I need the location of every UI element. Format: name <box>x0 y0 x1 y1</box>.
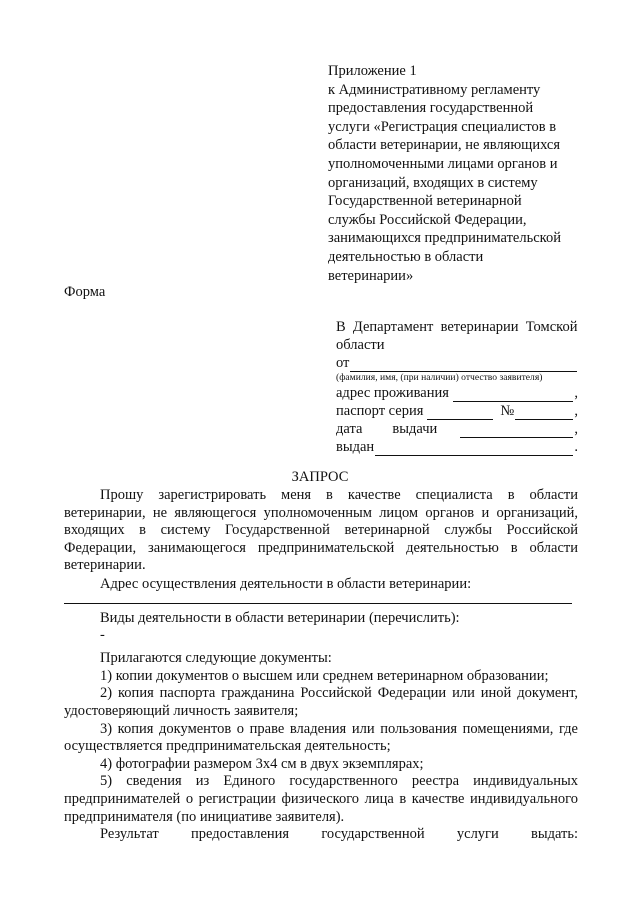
request-paragraph: Прошу зарегистрировать меня в качестве специалиста в области ветеринарии, не являющегося уполномоченным лицом органов и организаций, входящих в систему Государственной ветеринарной службы Российской Федерации, занимающегося предпринимательской деятельностью в области ветеринарии. <box>64 487 578 574</box>
activity-address-fill-line[interactable] <box>64 602 572 604</box>
result-label: Результат предоставления государственной услуги выдать: <box>100 826 578 843</box>
document-item: 1) копии документов о высшем или среднем ветеринарном образовании; <box>100 667 549 684</box>
documents-label: Прилагаются следующие документы: <box>100 650 332 667</box>
appendix-line: службы Российской Федерации, <box>328 211 527 228</box>
appendix-line: Государственной ветеринарной <box>328 193 522 210</box>
address-label: адрес проживания <box>336 385 449 401</box>
issued-by-fill[interactable] <box>375 442 573 456</box>
appendix-line: занимающихся предпринимательской <box>328 230 561 247</box>
document-item: 2) копия паспорта гражданина Российской Федерации или иной документ, удостоверяющий личность заявителя; <box>64 685 578 719</box>
from-fill-line[interactable] <box>350 358 577 372</box>
appendix-line: организаций, входящих в систему <box>328 174 538 191</box>
issue-date-field[interactable]: дата выдачи , <box>336 421 578 437</box>
from-label: от <box>336 355 350 371</box>
appendix-line: Приложение 1 <box>328 63 417 79</box>
appendix-line: деятельностью в области <box>328 248 484 265</box>
from-hint: (фамилия, имя, (при наличии) отчество заявителя) <box>336 372 543 383</box>
passport-field[interactable]: паспорт серия № , <box>336 403 578 419</box>
date-word: дата <box>336 421 363 437</box>
appendix-header <box>328 62 588 285</box>
form-label: Форма <box>64 284 106 300</box>
passport-label: паспорт серия <box>336 403 424 419</box>
issue-date-fill[interactable] <box>460 424 573 438</box>
issued-label: выдан <box>336 439 375 455</box>
address-field[interactable]: адрес проживания , <box>336 385 578 401</box>
appendix-line: предоставления государственной <box>328 100 534 117</box>
from-field[interactable] <box>336 354 578 372</box>
issue-word: выдачи <box>392 421 438 437</box>
document-item: 5) сведения из Единого государственного реестра индивидуальных предпринимателей о регистрации физического лица в качестве индивидуального предпринимателя (по инициативе заявителя). <box>64 773 578 825</box>
addressee-block <box>336 318 578 456</box>
address-fill-line[interactable] <box>453 388 573 402</box>
appendix-line: ветеринарии» <box>328 267 414 284</box>
appendix-line: услуги «Регистрация специалистов в <box>328 118 557 135</box>
passport-series-fill[interactable] <box>427 406 493 420</box>
appendix-line: уполномоченными лицами органов и <box>328 155 558 172</box>
passport-number-fill[interactable] <box>515 406 573 420</box>
issued-by-field[interactable]: выдан . <box>336 439 578 455</box>
request-body <box>64 487 578 844</box>
request-title: ЗАПРОС <box>291 469 349 485</box>
activity-types-value: - <box>100 627 105 644</box>
activity-address-label: Адрес осуществления деятельности в области ветеринарии: <box>100 575 472 592</box>
addressee-to-line: В Департамент ветеринарии Томской <box>336 319 578 335</box>
activity-types-label: Виды деятельности в области ветеринарии (перечислить): <box>100 609 460 626</box>
document-item: 4) фотографии размером 3х4 см в двух экземплярах; <box>100 755 424 772</box>
addressee-to-line-cont: области <box>336 337 385 353</box>
appendix-line: к Административному регламенту <box>328 81 541 98</box>
document-item: 3) копия документов о праве владения или пользования помещениями, где осуществляется предпринимательская деятельность; <box>64 720 578 755</box>
number-sign: № <box>500 403 515 419</box>
appendix-line: области ветеринарии, не являющихся <box>328 137 561 154</box>
